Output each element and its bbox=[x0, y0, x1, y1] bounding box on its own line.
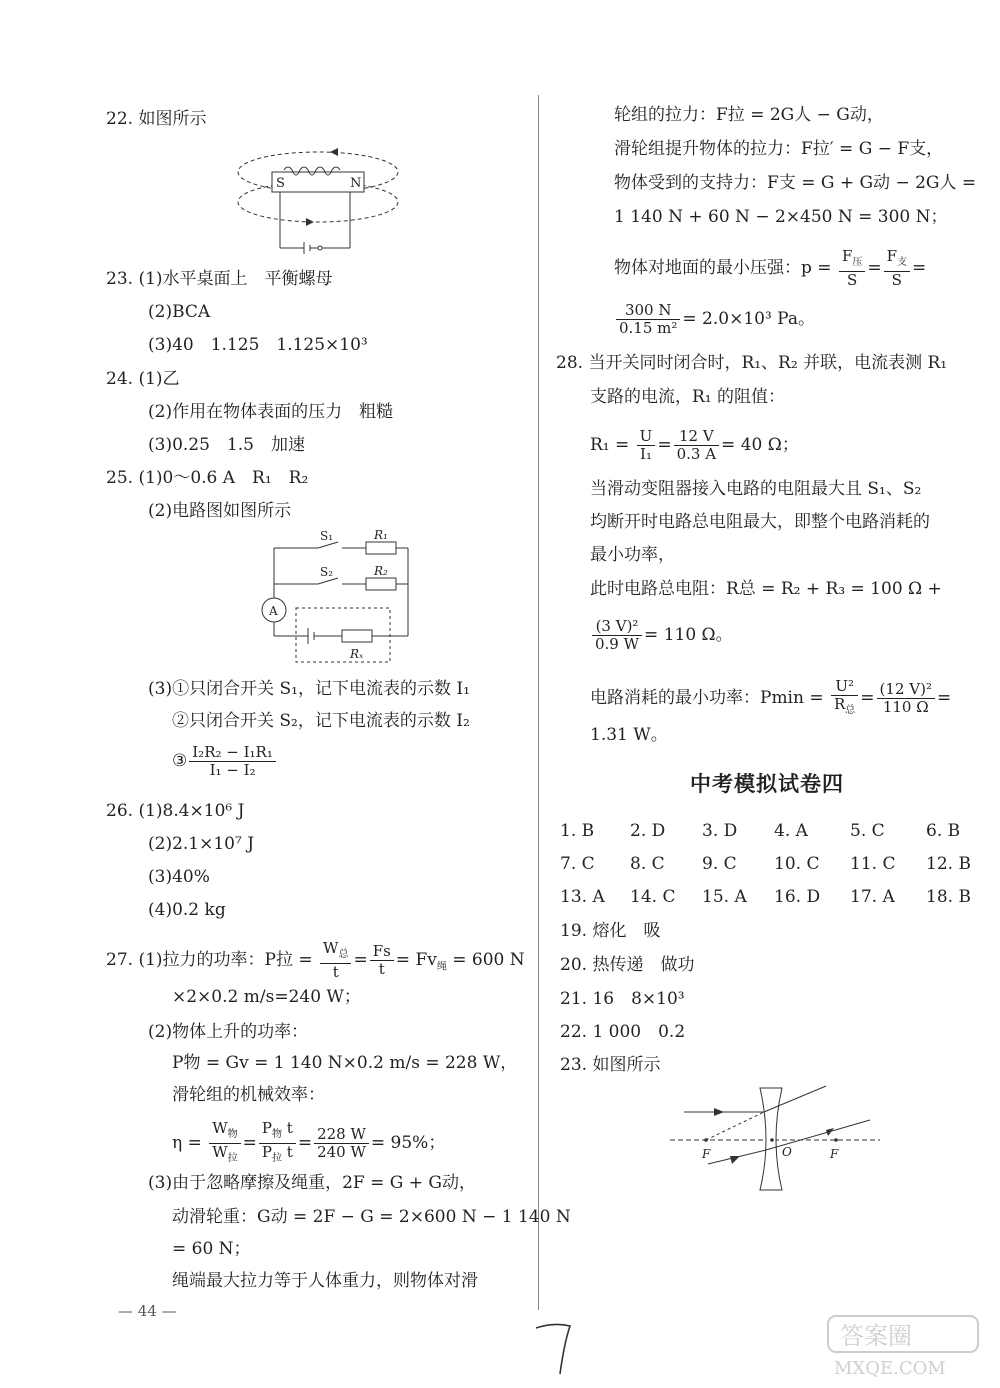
answer-cell: 14. C bbox=[630, 887, 676, 907]
total-resistance-result: = 110 Ω。 bbox=[644, 625, 733, 645]
focus-right-label: F bbox=[830, 1147, 839, 1161]
resistor-rx-label: Rₓ bbox=[350, 647, 364, 661]
r-line5: 物体对地面的最小压强：p = $\frac{F_压}{S}$ = $\frac{F_支}{S}$ = bbox=[614, 247, 927, 289]
ammeter-label: A bbox=[269, 604, 278, 618]
answer-cell: 2. D bbox=[630, 821, 666, 841]
q28-line6: 最小功率， bbox=[590, 545, 675, 565]
q25-part1: 25. (1)0～0.6 A R₁ R₂ bbox=[106, 468, 309, 488]
q25-formula-fraction bbox=[189, 744, 276, 779]
q25-part3-step2: ②只闭合开关 S₂，记下电流表的示数 I₂ bbox=[172, 711, 470, 731]
answer-cell: 17. A bbox=[850, 887, 895, 907]
answer-cell: 4. A bbox=[774, 821, 808, 841]
q28-line7: 此时电路总电阻：R总 = R₂ + R₃ = 100 Ω + bbox=[590, 579, 942, 599]
work-over-time-fraction: $\frac{W_总}{t}$ bbox=[320, 940, 351, 981]
answer-cell: 12. B bbox=[926, 854, 971, 874]
q26-part4: (4)0.2 kg bbox=[148, 900, 226, 920]
q28-line8: $\frac{\text{(3 V)²}}{0.9 W}$ = 110 Ω。 bbox=[590, 618, 733, 653]
handwritten-mark bbox=[530, 1320, 580, 1380]
answer-cell: 7. C bbox=[560, 854, 595, 874]
q22b-answer: 22. 1 000 0.2 bbox=[560, 1022, 686, 1042]
resistor-r2-label: R₂ bbox=[374, 564, 388, 578]
answer-cell: 3. D bbox=[702, 821, 738, 841]
answer-cell: 15. A bbox=[702, 887, 747, 907]
q25-part2: (2)电路图如图所示 bbox=[148, 501, 292, 521]
r-line6: $\frac{300 N}{\text{0.15 m²}}$ = 2.0×10³ Pa。 bbox=[614, 302, 815, 337]
eta-symbol: η = bbox=[172, 1133, 202, 1153]
answer-cell: 16. D bbox=[774, 887, 821, 907]
page-number: — 44 — bbox=[118, 1302, 177, 1320]
q23-part2: (2)BCA bbox=[148, 302, 211, 322]
solenoid-figure bbox=[232, 138, 404, 258]
answer-cell: 8. C bbox=[630, 854, 665, 874]
q25-part3-step3 bbox=[172, 744, 278, 779]
circuit-figure bbox=[258, 528, 418, 668]
min-power-lead: 电路消耗的最小功率：Pmin = bbox=[590, 688, 824, 708]
r-line2: 滑轮组提升物体的拉力：F拉′ = G − F支， bbox=[614, 139, 944, 159]
q28-line4: 当滑动变阻器接入电路的电阻最大且 S₁、S₂ bbox=[590, 479, 922, 499]
section-title: 中考模拟试卷四 bbox=[690, 772, 844, 796]
q25-formula-numerator: I₂R₂ − I₁R₁ bbox=[189, 744, 276, 762]
q25-formula-denominator: I₁ − I₂ bbox=[209, 761, 256, 779]
switch-s2-label: S₂ bbox=[320, 565, 334, 579]
q26-part2: (2)2.1×10⁷ J bbox=[148, 834, 255, 854]
q27-object-power: P物 = Gv = 1 140 N×0.2 m/s = 228 W， bbox=[172, 1053, 518, 1073]
q27-power-lead: 27. (1)拉力的功率：P拉 = bbox=[106, 950, 313, 970]
q23b-answer: 23. 如图所示 bbox=[560, 1055, 661, 1075]
fs-over-t-fraction: $\frac{Fs}{t}$ bbox=[370, 943, 394, 978]
answer-cell: 9. C bbox=[702, 854, 737, 874]
column-divider bbox=[538, 95, 539, 1310]
q23-part1: 23. (1)水平桌面上 平衡螺母 bbox=[106, 269, 333, 289]
resistor-r1-label: R₁ bbox=[374, 528, 388, 542]
q27-max-pull: 绳端最大拉力等于人体重力，则物体对滑 bbox=[172, 1271, 478, 1291]
q28-line1: 28. 当开关同时闭合时，R₁、R₂ 并联，电流表测 R₁ bbox=[556, 353, 948, 373]
watermark-logo bbox=[820, 1312, 990, 1382]
q28-line9: 电路消耗的最小功率：Pmin = $\frac{\text{U²}}{R_总}$ = $\frac{\text{(12 V)²}}{110 \Omega}$ = bbox=[590, 677, 952, 716]
r-line4: 1 140 N + 60 N − 2×450 N = 300 N； bbox=[614, 207, 948, 227]
q22-text: 22. 如图所示 bbox=[106, 109, 207, 129]
r-line1: 轮组的拉力：F拉 = 2G人 − G动， bbox=[614, 105, 884, 125]
q27-part2: (2)物体上升的功率： bbox=[148, 1022, 309, 1042]
svg-text:答案圈: 答案圈 bbox=[840, 1322, 912, 1350]
q26-part3: (3)40% bbox=[148, 867, 210, 887]
r-line3: 物体受到的支持力：F支 = G + G动 − 2G人 = bbox=[614, 173, 977, 193]
optical-center-label: O bbox=[782, 1145, 792, 1159]
focus-left-label: F bbox=[702, 1147, 711, 1161]
pressure-result: = 2.0×10³ Pa。 bbox=[682, 309, 815, 329]
answer-cell: 6. B bbox=[926, 821, 961, 841]
q23-part3: (3)40 1.125 1.125×10³ bbox=[148, 335, 368, 355]
switch-s1-label: S₁ bbox=[320, 529, 334, 543]
pressure-lead: 物体对地面的最小压强：p = bbox=[614, 258, 832, 278]
q24-part1: 24. (1)乙 bbox=[106, 369, 180, 389]
q27-efficiency-lead: 滑轮组的机械效率： bbox=[172, 1085, 325, 1105]
q25-part3-step1: (3)①只闭合开关 S₁，记下电流表的示数 I₁ bbox=[148, 679, 470, 699]
q21-answer: 21. 16 8×10³ bbox=[560, 989, 685, 1009]
concave-lens-figure bbox=[666, 1080, 886, 1192]
r1-result: = 40 Ω； bbox=[721, 435, 799, 455]
q28-line10: 1.31 W。 bbox=[590, 725, 668, 745]
solenoid-n-label: N bbox=[350, 176, 362, 191]
q27-efficiency-formula: η = $\frac{W_物}{W_拉}$ = $\frac{P_物 t}{P_拉 t}$ = $\frac{228 W}{240 W}$ = 95%； bbox=[172, 1119, 446, 1164]
q27-part1-cont: ×2×0.2 m/s=240 W； bbox=[172, 987, 361, 1007]
answer-cell: 1. B bbox=[560, 821, 595, 841]
answer-cell: 11. C bbox=[850, 854, 896, 874]
r1-lead: R₁ = bbox=[590, 435, 630, 455]
answer-cell: 10. C bbox=[774, 854, 820, 874]
q28-line5: 均断开时电路总电阻最大，即整个电路消耗的 bbox=[590, 512, 930, 532]
answer-cell: 5. C bbox=[850, 821, 885, 841]
page-number-value: 44 bbox=[137, 1302, 157, 1320]
q28-line2: 支路的电流，R₁ 的阻值： bbox=[590, 387, 786, 407]
q27-part3: (3)由于忽略摩擦及绳重，2F = G + G动， bbox=[148, 1173, 476, 1193]
answer-cell: 18. B bbox=[926, 887, 971, 907]
q26-part1: 26. (1)8.4×10⁶ J bbox=[106, 801, 245, 821]
answer-cell: 13. A bbox=[560, 887, 605, 907]
q20-answer: 20. 热传递 做功 bbox=[560, 955, 695, 975]
q27-part1: 27. (1)拉力的功率：P拉 = $\frac{W_总}{t}$ = $\frac{Fs}{t}$ = $Fv_绳 = 600$ N bbox=[106, 939, 525, 981]
q28-line3: R₁ = $\frac{U}{\text{I₁}}$ = $\frac{12 V}{0.3 A}$ = 40 Ω； bbox=[590, 427, 799, 463]
q19-answer: 19. 熔化 吸 bbox=[560, 921, 661, 941]
q24-part2: (2)作用在物体表面的压力 粗糙 bbox=[148, 402, 394, 422]
solenoid-s-label: S bbox=[276, 176, 285, 191]
q24-part3: (3)0.25 1.5 加速 bbox=[148, 435, 305, 455]
step3-marker: ③ bbox=[172, 751, 188, 771]
q27-pulley-weight: 动滑轮重：G动 = 2F − G = 2×600 N − 1 140 N bbox=[172, 1207, 571, 1227]
watermark-text: MXQE.COM bbox=[834, 1358, 946, 1379]
q27-pulley-weight-result: = 60 N； bbox=[172, 1239, 251, 1259]
